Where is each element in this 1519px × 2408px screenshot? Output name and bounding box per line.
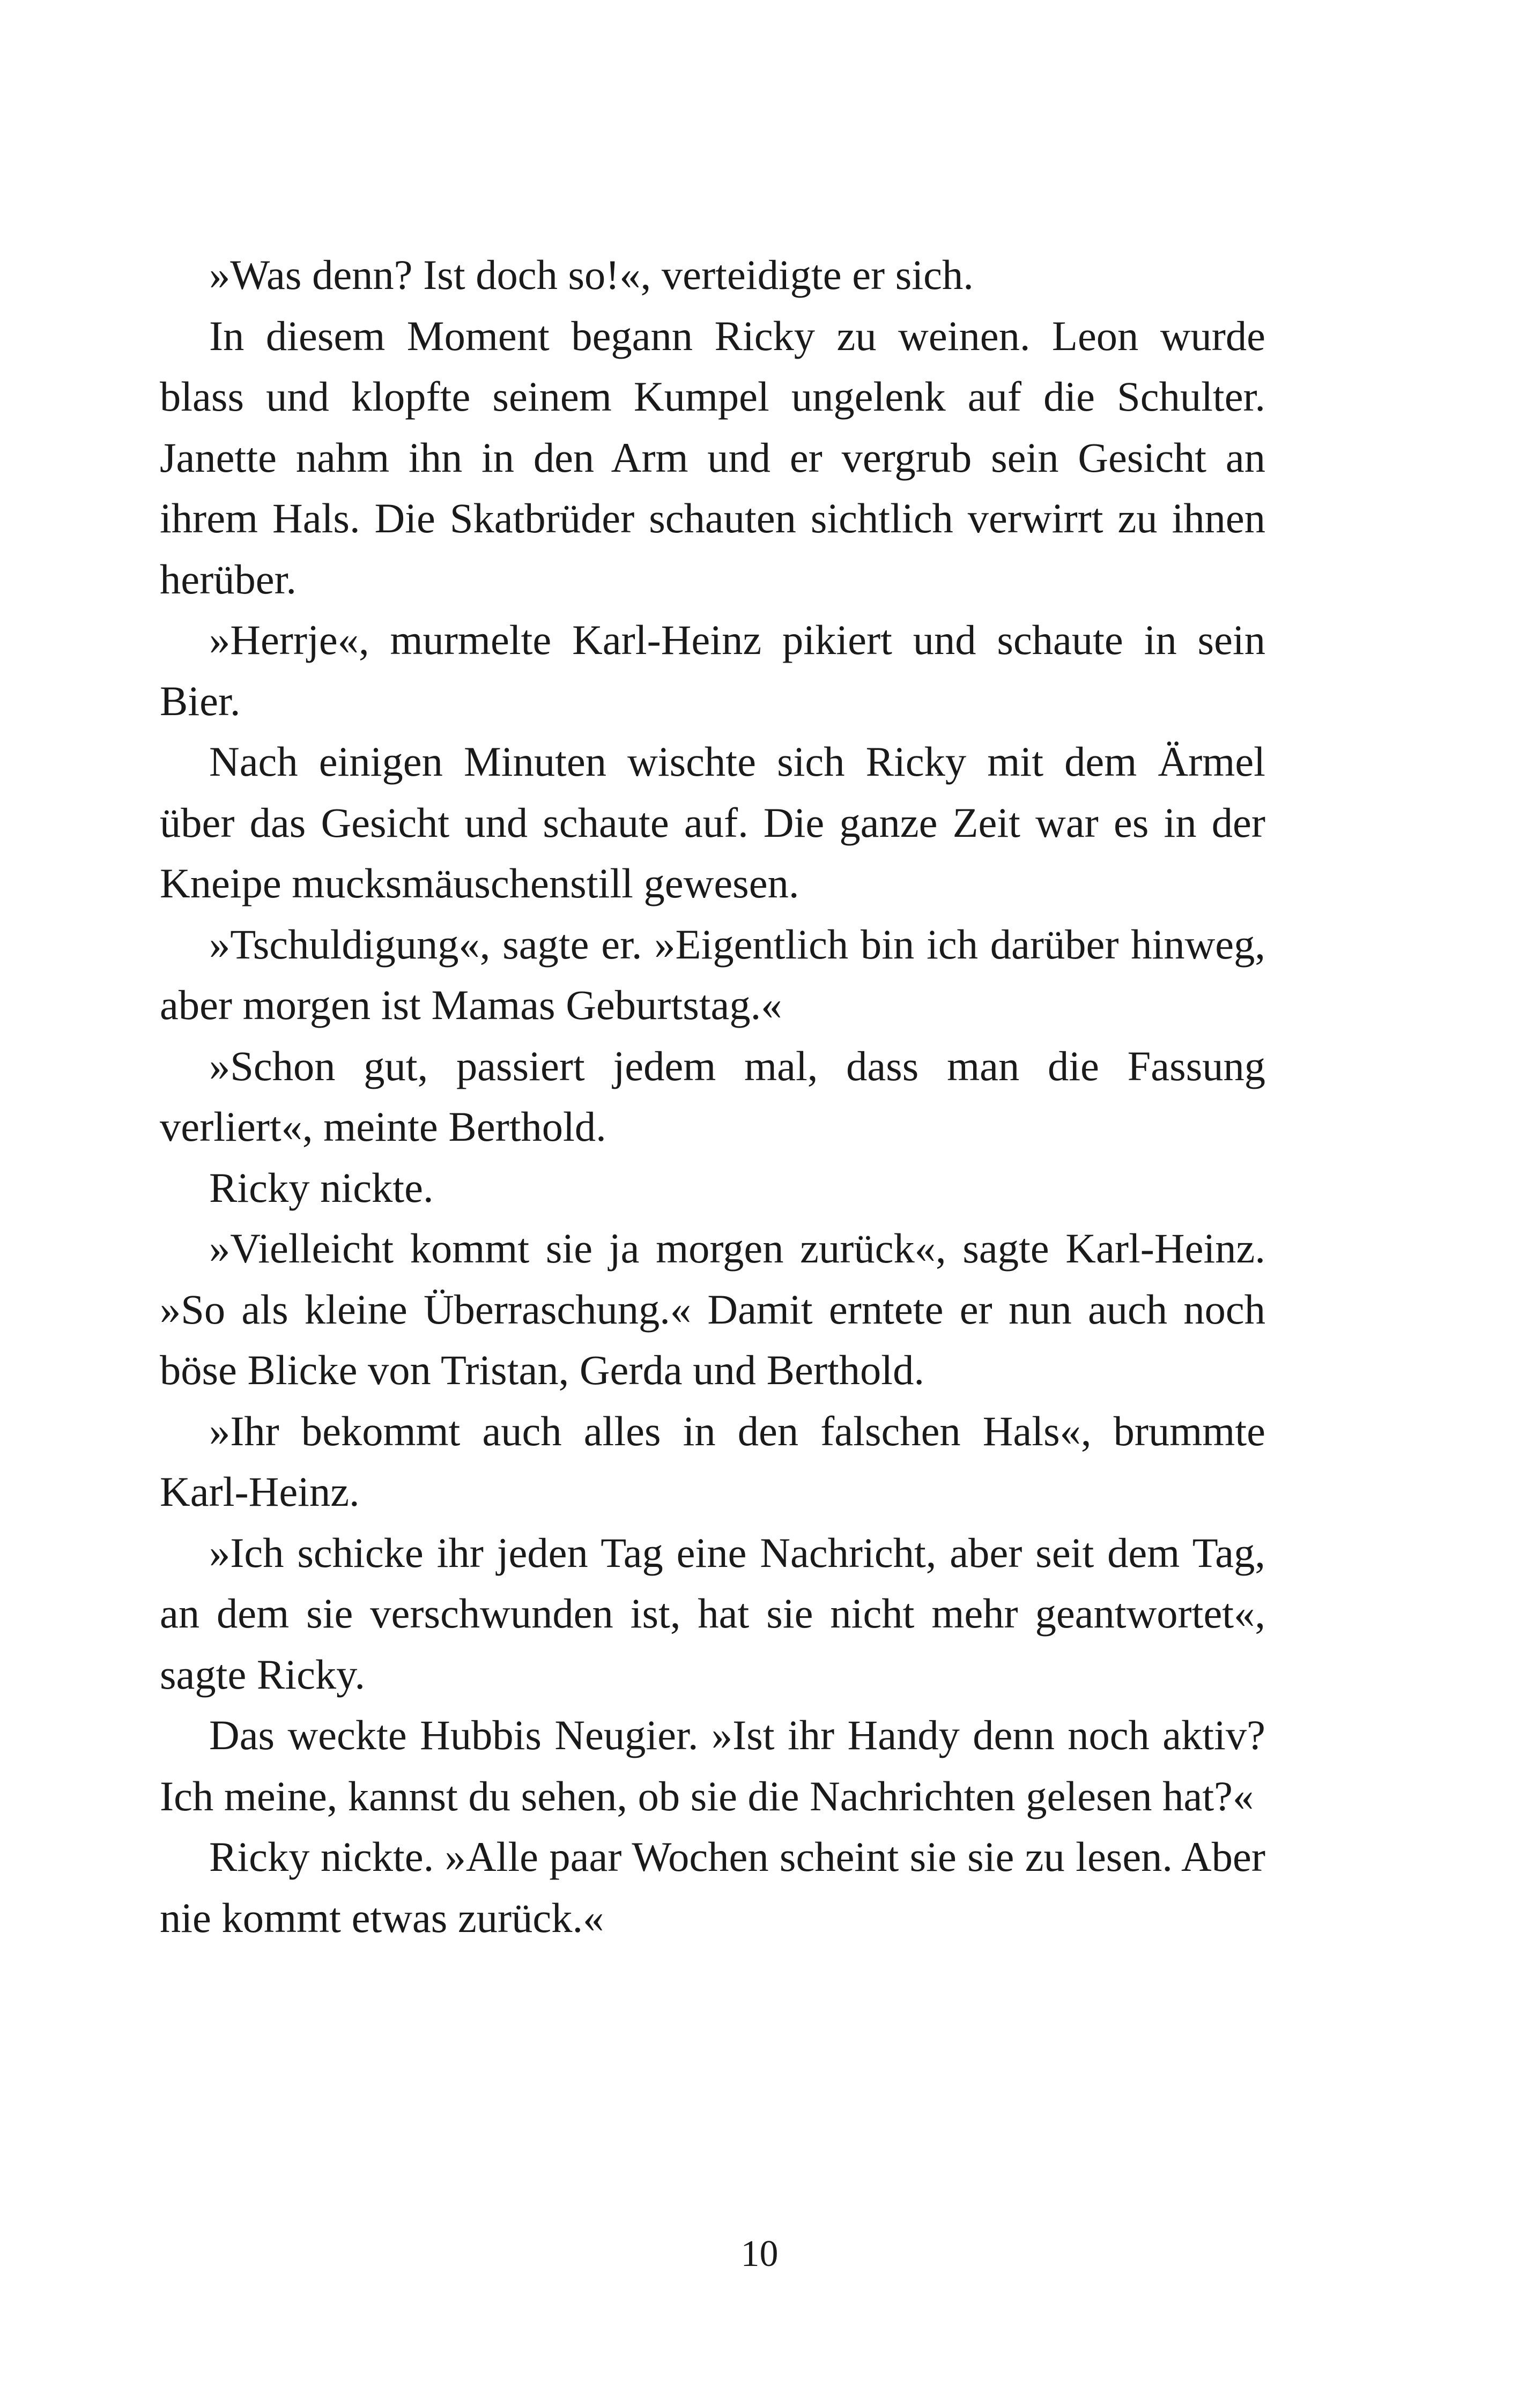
paragraph: »Vielleicht kommt sie ja morgen zurück«, sagte Karl-Heinz. »So als kleine Überraschung.« Damit erntete er nun auch noch böse Blicke von Tristan, Gerda und Berthold. <box>160 1225 1265 1393</box>
paragraph: »Schon gut, passiert jedem mal, dass man die Fassung verliert«, meinte Berthold. <box>160 1042 1265 1150</box>
page-number: 10 <box>740 2233 779 2275</box>
body-text <box>160 244 1265 1948</box>
paragraph: Ricky nickte. »Alle paar Wochen scheint sie sie zu lesen. Aber nie kommt etwas zurück.« <box>160 1833 1265 1941</box>
paragraph: Ricky nickte. <box>209 1164 434 1211</box>
paragraph: »Tschuldigung«, sagte er. »Eigentlich bin ich darüber hinweg, aber morgen ist Mamas Geburtstag.« <box>160 920 1265 1028</box>
paragraph: Nach einigen Minuten wischte sich Ricky mit dem Ärmel über das Gesicht und schaute auf. Die ganze Zeit war es in der Kneipe mucksmäuschenstill gewesen. <box>160 738 1265 906</box>
paragraph: In diesem Moment begann Ricky zu weinen. Leon wurde blass und klopfte seinem Kumpel ungelenk auf die Schulter. Janette nahm ihn in den Arm und er vergrub sein Gesicht an ihrem Hals. Die Skatbrüder schauten sichtlich verwirrt zu ihnen herüber. <box>160 312 1265 603</box>
paragraph: »Herrje«, murmelte Karl-Heinz pikiert und schaute in sein Bier. <box>160 616 1265 724</box>
paragraph: »Ich schicke ihr jeden Tag eine Nachricht, aber seit dem Tag, an dem sie verschwunden ist, hat sie nicht mehr geantwortet«, sagte Ricky. <box>160 1529 1265 1698</box>
paragraph: »Ihr bekommt auch alles in den falschen Hals«, brummte Karl-Heinz. <box>160 1407 1265 1515</box>
paragraph: »Was denn? Ist doch so!«, verteidigte er sich. <box>209 251 974 298</box>
paragraph: Das weckte Hubbis Neugier. »Ist ihr Handy denn noch aktiv? Ich meine, kannst du sehen, ob sie die Nachrichten gelesen hat?« <box>160 1712 1265 1819</box>
